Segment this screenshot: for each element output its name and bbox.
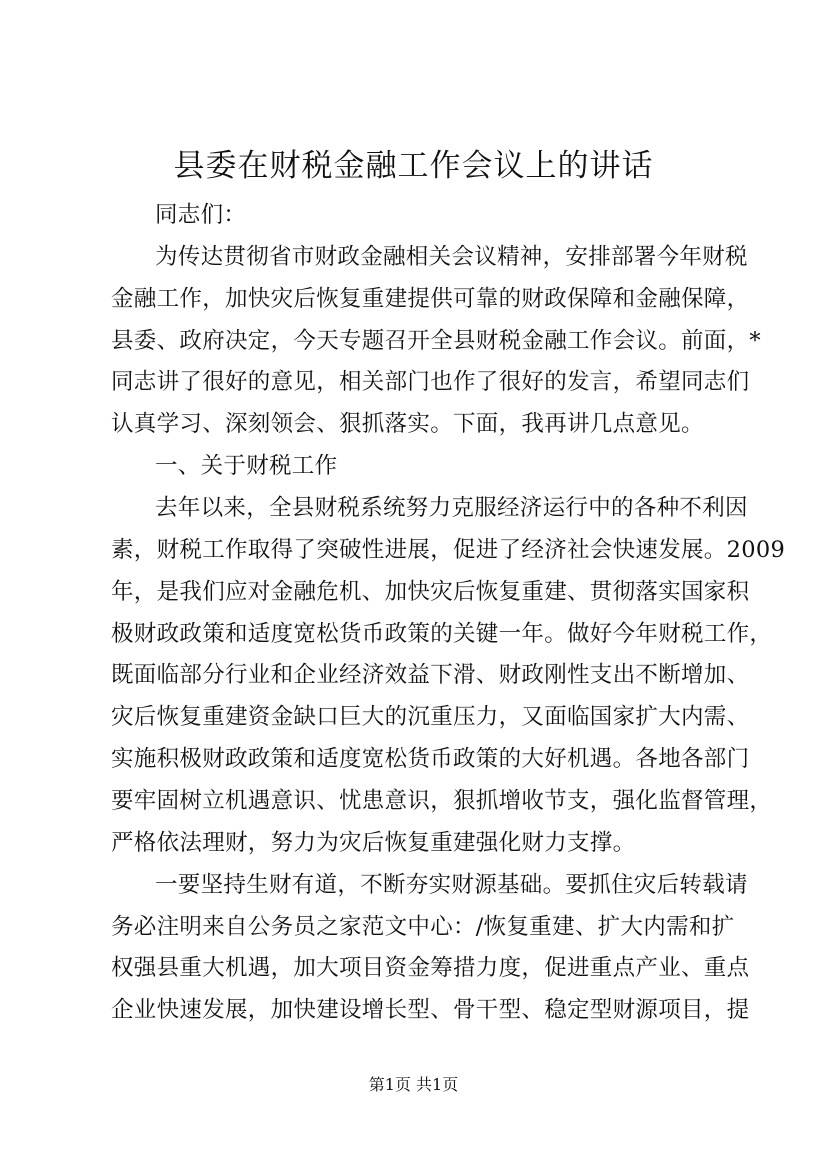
- paragraph-line: 极财政政策和适度宽松货币政策的关键一年。做好今年财税工作，: [111, 621, 773, 647]
- paragraph-line: 年，是我们应对金融危机、加快灾后恢复重建、贯彻落实国家积: [111, 579, 750, 605]
- paragraph-line: 去年以来，全县财税系统努力克服经济运行中的各种不利因: [155, 495, 748, 521]
- paragraph-line: 权强县重大机遇，加大项目资金筹措力度，促进重点产业、重点: [111, 955, 750, 981]
- paragraph-line: 一要坚持生财有道，不断夯实财源基础。要抓住灾后转载请: [155, 872, 748, 898]
- paragraph-line: 同志讲了很好的意见，相关部门也作了很好的发言，希望同志们: [111, 369, 750, 395]
- paragraph-line: 企业快速发展，加快建设增长型、骨干型、稳定型财源项目，提: [111, 997, 750, 1023]
- page-footer: 第1页 共1页: [368, 1075, 459, 1094]
- paragraph-line: 务必注明来自公务员之家范文中心：/恢复重建、扩大内需和扩: [111, 914, 735, 940]
- section-heading: 一、关于财税工作: [155, 453, 338, 479]
- paragraph-line: 县委、政府决定，今天专题召开全县财税金融工作会议。前面，*: [111, 328, 761, 354]
- paragraph-line: 既面临部分行业和企业经济效益下滑、财政刚性支出不断增加、: [111, 662, 750, 688]
- paragraph-line: 灾后恢复重建资金缺口巨大的沉重压力，又面临国家扩大内需、: [111, 704, 750, 730]
- paragraph-line: 实施积极财政政策和适度宽松货币政策的大好机遇。各地各部门: [111, 746, 750, 772]
- paragraph-line: 要牢固树立机遇意识、忧患意识，狠抓增收节支，强化监督管理，: [111, 788, 773, 814]
- paragraph-line: 认真学习、深刻领会、狠抓落实。下面，我再讲几点意见。: [111, 411, 704, 437]
- paragraph-line: 严格依法理财，努力为灾后恢复重建强化财力支撑。: [111, 830, 636, 856]
- salutation: 同志们：: [155, 202, 247, 228]
- paragraph-line: 为传达贯彻省市财政金融相关会议精神，安排部署今年财税: [155, 244, 748, 270]
- paragraph-line: 素，财税工作取得了突破性进展，促进了经济社会快速发展。2009: [111, 537, 786, 563]
- document-title: 县委在财税金融工作会议上的讲话: [173, 148, 654, 184]
- paragraph-line: 金融工作，加快灾后恢复重建提供可靠的财政保障和金融保障，: [111, 286, 750, 312]
